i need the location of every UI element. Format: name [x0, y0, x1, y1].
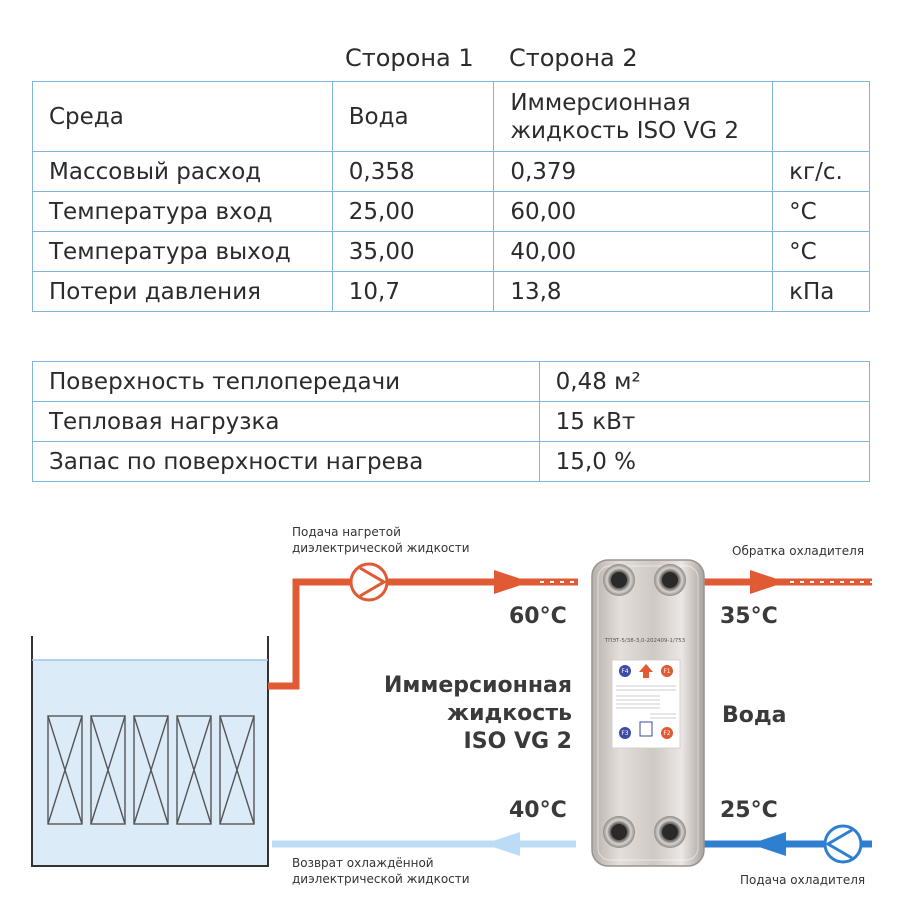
port-f3-connector — [603, 816, 635, 848]
side-2-value: 0,379 — [494, 152, 773, 192]
port-f4-connector — [603, 564, 635, 596]
port-f1-connector — [654, 564, 686, 596]
hot-inlet-temperature: 60°C — [509, 604, 567, 629]
row-label: Тепловая нагрузка — [33, 402, 540, 442]
side-1-value: 25,00 — [332, 192, 494, 232]
port-f1-label: F1 — [663, 668, 671, 675]
unit: °C — [773, 192, 870, 232]
row-label: Запас по поверхности нагрева — [33, 442, 540, 482]
row-value: 15,0 % — [539, 442, 869, 482]
port-f4-label: F4 — [621, 668, 629, 675]
port-f2-connector — [654, 816, 686, 848]
cold-return-label-line-2: диэлектрической жидкости — [292, 872, 470, 886]
hot-supply-pipe — [268, 582, 578, 686]
cold-return-label-line-1: Возврат охлаждённой — [292, 856, 434, 870]
hot-supply-label-line-2: диэлектрической жидкости — [292, 541, 470, 555]
water-inlet-temperature: 25°C — [720, 798, 778, 823]
hot-flow-arrow-icon — [494, 570, 530, 594]
row-value: 0,48 м² — [539, 362, 869, 402]
side-1-value: 0,358 — [332, 152, 494, 192]
coolant-supply-arrow-icon — [750, 832, 786, 856]
cold-outlet-temperature: 40°C — [509, 798, 567, 823]
immersion-tank — [32, 636, 268, 866]
side-2-value: 40,00 — [494, 232, 773, 272]
row-label: Температура выход — [33, 232, 333, 272]
column-header-side-1: Сторона 1 — [345, 44, 474, 72]
side-2-value: 60,00 — [494, 192, 773, 232]
port-f2-label: F2 — [663, 730, 671, 737]
cold-return-label — [292, 855, 470, 887]
row-label: Температура вход — [33, 192, 333, 232]
hot-supply-label — [292, 524, 470, 556]
unit: °C — [773, 232, 870, 272]
side-2-value-line-1: Иммерсионная — [510, 89, 691, 116]
plate-serial: ТПЭТ-5/38-3,0-202409-1/753 — [604, 638, 686, 644]
coolant-return-arrow-icon — [750, 570, 786, 594]
row-label: Поверхность теплопередачи — [33, 362, 540, 402]
nameplate-label — [612, 660, 680, 748]
immersion-fluid-label-line-3: ISO VG 2 — [463, 729, 572, 754]
side-1-value: 10,7 — [332, 272, 494, 312]
cold-return-arrow-icon — [484, 832, 520, 856]
water-outlet-temperature: 35°C — [720, 604, 778, 629]
side-2-value: 13,8 — [494, 272, 773, 312]
unit: кПа — [773, 272, 870, 312]
side-1-value: 35,00 — [332, 232, 494, 272]
plate-heat-exchanger — [592, 560, 704, 866]
unit: кг/с. — [773, 152, 870, 192]
row-label: Среда — [33, 82, 333, 152]
side-1-value: Вода — [332, 82, 494, 152]
hot-supply-label-line-1: Подача нагретой — [292, 525, 401, 539]
coolant-return-label: Обратка охладителя — [732, 544, 865, 558]
row-label: Массовый расход — [33, 152, 333, 192]
immersion-fluid-label-line-1: Иммерсионная — [384, 673, 572, 698]
port-f3-label: F3 — [621, 730, 629, 737]
water-label: Вода — [722, 703, 787, 728]
column-header-side-2: Сторона 2 — [509, 44, 638, 72]
immersion-fluid-label-line-2: жидкость — [447, 701, 572, 726]
side-2-value-line-2: жидкость ISO VG 2 — [510, 117, 740, 144]
immersion-fluid-label — [330, 672, 572, 756]
pump-icon — [351, 564, 387, 600]
coolant-pump-icon — [825, 826, 861, 862]
row-label: Потери давления — [33, 272, 333, 312]
row-value: 15 кВт — [539, 402, 869, 442]
coolant-supply-label: Подача охладителя — [740, 873, 866, 887]
